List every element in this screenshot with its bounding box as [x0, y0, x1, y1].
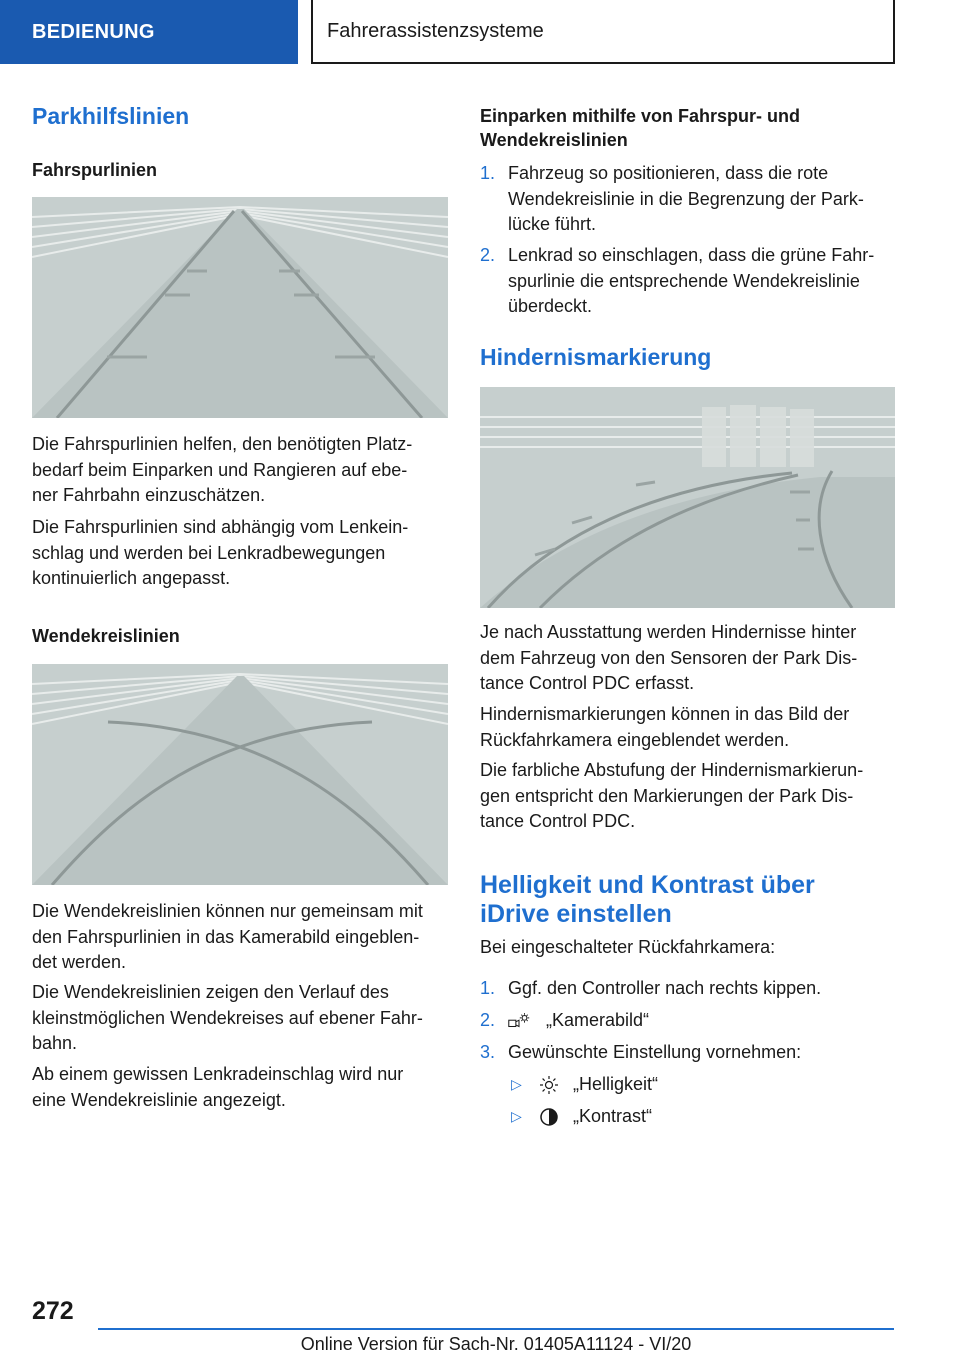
sun-icon — [538, 1074, 560, 1096]
section-heading-helligkeit: Helligkeit und Kontrast über iDrive einstellen — [480, 871, 815, 928]
paragraph-hindernis-3: Die farbliche Abstufung der Hindernismarkierun- gen entspricht den Markierungen der Park Dis- tance Control PDC. — [480, 760, 864, 832]
paragraph-fahrspurlinien-2: Die Fahrspurlinien sind abhängig vom Lenkein- schlag und werden bei Lenkradbewegungen kontinuierlich angepasst. — [32, 517, 409, 589]
section-heading-parkhilfslinien: Parkhilfslinien — [32, 103, 190, 129]
subheading-wendekreislinien: Wendekreislinien — [32, 626, 180, 646]
intro-text: Bei eingeschalteter Rückfahrkamera: — [480, 937, 776, 957]
section-tab: BEDIENUNG — [0, 0, 298, 64]
list-number: 2. — [480, 245, 496, 265]
triangle-right-icon: ▷ — [511, 1076, 522, 1092]
list-number: 2. — [480, 1010, 496, 1030]
section-heading-hindernismarkierung: Hindernismarkierung — [480, 344, 712, 370]
paragraph-hindernis-1: Je nach Ausstattung werden Hindernisse hinter dem Fahrzeug von den Sensoren der Park Dis- tance Control PDC erfasst. — [480, 622, 858, 694]
list-number: 1. — [480, 163, 496, 183]
subheading-einparken: Einparken mithilfe von Fahrspur- und Wendekreislinien — [480, 106, 801, 150]
triangle-right-icon: ▷ — [511, 1108, 522, 1124]
paragraph-hindernis-2: Hindernismarkierungen können in das Bild der Rückfahrkamera eingeblendet werden. — [480, 704, 850, 750]
paragraph-wendekreislinien-2: Die Wendekreislinien zeigen den Verlauf des kleinstmöglichen Wendekreises auf ebener Fahr- bahn. — [32, 982, 423, 1054]
paragraph-fahrspurlinien-1: Die Fahrspurlinien helfen, den benötigten Platz- bedarf beim Einparken und Rangieren auf ebe- ner Fahrbahn einzuschätzen. — [32, 434, 413, 506]
paragraph-wendekreislinien-1: Die Wendekreislinien können nur gemeinsam mit den Fahrspurlinien in das Kamerabild eingeblen- det werden. — [32, 901, 423, 973]
subheading-fahrspurlinien: Fahrspurlinien — [32, 160, 158, 180]
contrast-icon — [538, 1106, 560, 1128]
footer-version-text: Online Version für Sach-Nr. 01405A11124 - VI/20 — [300, 1334, 692, 1354]
footer-rule — [98, 1328, 894, 1330]
chapter-title: Fahrerassistenzsysteme — [311, 0, 895, 64]
figure-hindernismarkierung — [480, 387, 895, 608]
figure-fahrspurlinien — [32, 197, 448, 418]
paragraph-wendekreislinien-3: Ab einem gewissen Lenkradeinschlag wird nur eine Wendekreislinie angezeigt. — [32, 1064, 404, 1110]
list-number: 1. — [480, 978, 496, 998]
figure-wendekreislinien — [32, 664, 448, 885]
camera-gear-icon — [508, 1010, 530, 1032]
page-number: 272 — [32, 1297, 74, 1325]
list-number: 3. — [480, 1042, 496, 1062]
